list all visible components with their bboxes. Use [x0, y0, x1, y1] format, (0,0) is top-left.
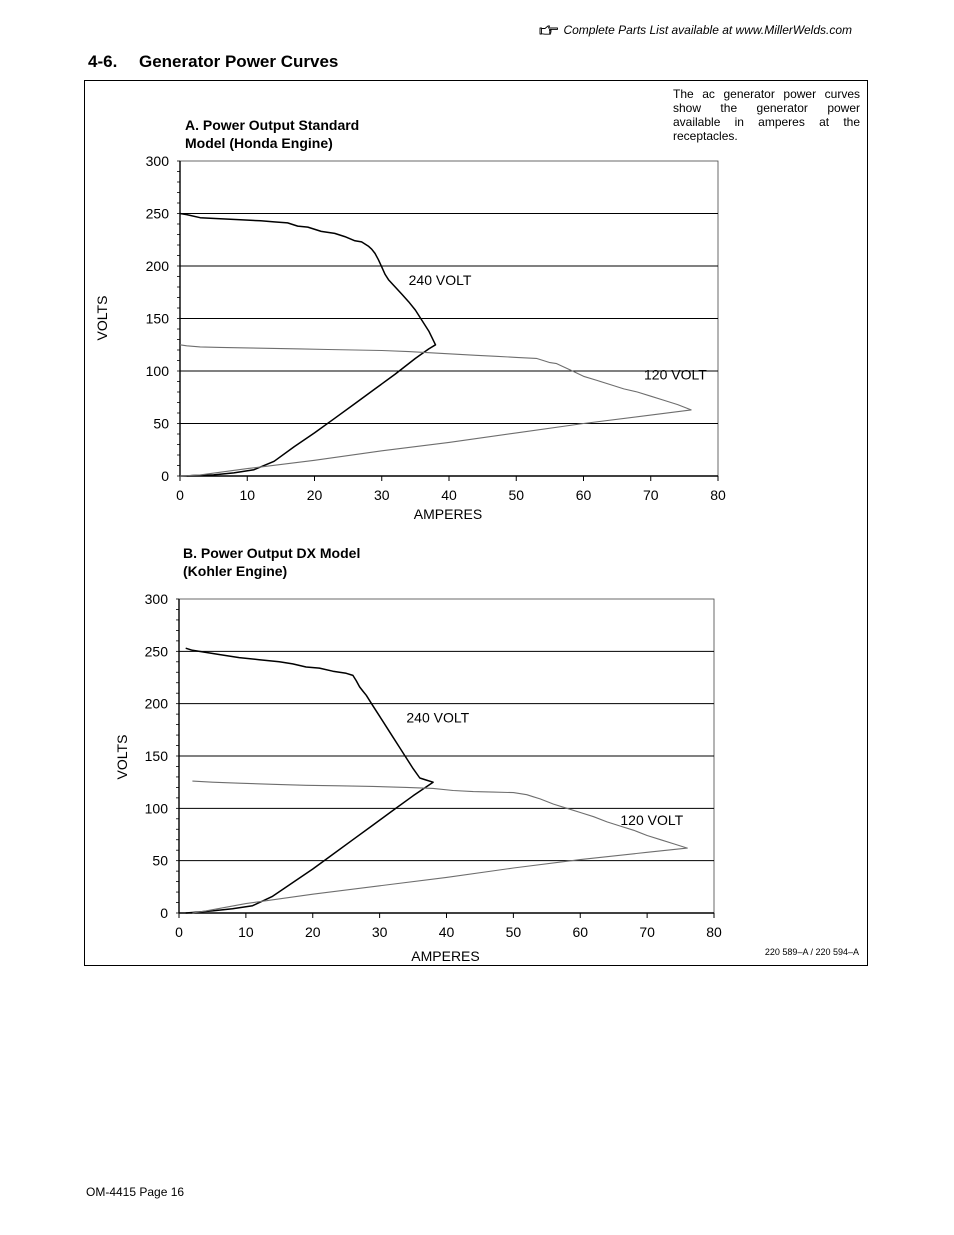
chart-a-x-tick-label: 30 [373, 487, 390, 503]
chart-b-x-axis-title: AMPERES [411, 948, 480, 964]
chart-b-y-tick-label: 250 [144, 643, 168, 660]
chart-b-y-tick-label: 100 [144, 800, 168, 817]
chart-a-x-tick-label: 70 [642, 487, 659, 503]
chart-a-title-line2: Model (Honda Engine) [185, 135, 333, 151]
chart-b-x-tick-label: 40 [438, 924, 455, 940]
chart-a-y-tick-label: 250 [145, 205, 169, 222]
frame-note: The ac generator power curves show the generator power available in amperes at the receptacles. [673, 87, 860, 143]
chart-a-x-tick-label: 50 [508, 487, 525, 503]
chart-a-x-tick-label: 60 [575, 487, 592, 503]
chart-b-y-tick-label: 200 [144, 695, 168, 712]
chart-a-x-tick-label: 40 [441, 487, 457, 503]
chart-a-x-tick-label: 20 [306, 487, 323, 503]
chart-b-series-120-volt [192, 781, 687, 913]
chart-b-x-tick-label: 80 [706, 924, 722, 940]
section-title [88, 52, 338, 72]
chart-a-x-tick-label: 80 [710, 487, 726, 503]
chart-a-series-120-volt [180, 345, 691, 476]
chart-a-x-tick-label: 0 [176, 487, 184, 503]
chart-b-y-tick-label: 0 [160, 905, 168, 921]
chart-b-y-axis-title: VOLTS [114, 734, 130, 780]
chart-b-x-tick-label: 50 [505, 924, 522, 940]
charts-canvas [85, 81, 867, 965]
header-note-text: Complete Parts List available at www.MillerWelds.com [563, 23, 852, 37]
chart-a-x-tick-label: 10 [239, 487, 256, 503]
chart-a-series-label-240-volt: 240 VOLT [408, 271, 472, 288]
chart-b-x-tick-label: 60 [572, 924, 589, 940]
chart-b-series-label-240-volt: 240 VOLT [406, 709, 470, 726]
chart-a-series-240-volt [180, 214, 436, 477]
chart-a-series-label-120-volt: 120 VOLT [644, 366, 707, 383]
chart-b-title-line2: (Kohler Engine) [183, 563, 288, 579]
chart-a-x-axis-title: AMPERES [413, 506, 483, 522]
header-note [539, 23, 852, 37]
chart-a-y-axis-title: VOLTS [94, 295, 110, 341]
chart-a-y-tick-label: 150 [145, 310, 169, 327]
chart-b-series-240-volt [186, 648, 433, 913]
page-footer: OM-4415 Page 16 [86, 1185, 185, 1199]
figure-frame [84, 80, 868, 966]
chart-b-y-tick-label: 50 [152, 852, 168, 869]
chart-b-x-tick-label: 70 [639, 924, 655, 940]
chart-b-y-tick-label: 150 [144, 748, 168, 764]
chart-b-x-tick-label: 30 [371, 924, 388, 940]
chart-a-y-tick-label: 200 [145, 258, 169, 274]
chart-a-title-line1: A. Power Output Standard [185, 117, 360, 133]
chart-b-series-label-120-volt: 120 VOLT [620, 812, 684, 829]
section-number: 4-6. [88, 52, 118, 71]
chart-a-y-tick-label: 100 [145, 363, 169, 379]
drawing-id: 220 589–A / 220 594–A [764, 947, 859, 957]
chart-b-x-tick-label: 10 [238, 924, 254, 940]
chart-a-y-tick-label: 50 [153, 415, 169, 432]
pointing-hand-icon [539, 25, 559, 36]
chart-b-title-line1: B. Power Output DX Model [183, 545, 361, 561]
chart-a-y-tick-label: 0 [161, 468, 169, 484]
chart-b-y-tick-label: 300 [144, 591, 168, 607]
chart-a-y-tick-label: 300 [145, 153, 169, 169]
chart-b-x-tick-label: 20 [304, 924, 321, 940]
section-title-text: Generator Power Curves [139, 52, 339, 71]
chart-b-x-tick-label: 0 [175, 924, 183, 940]
